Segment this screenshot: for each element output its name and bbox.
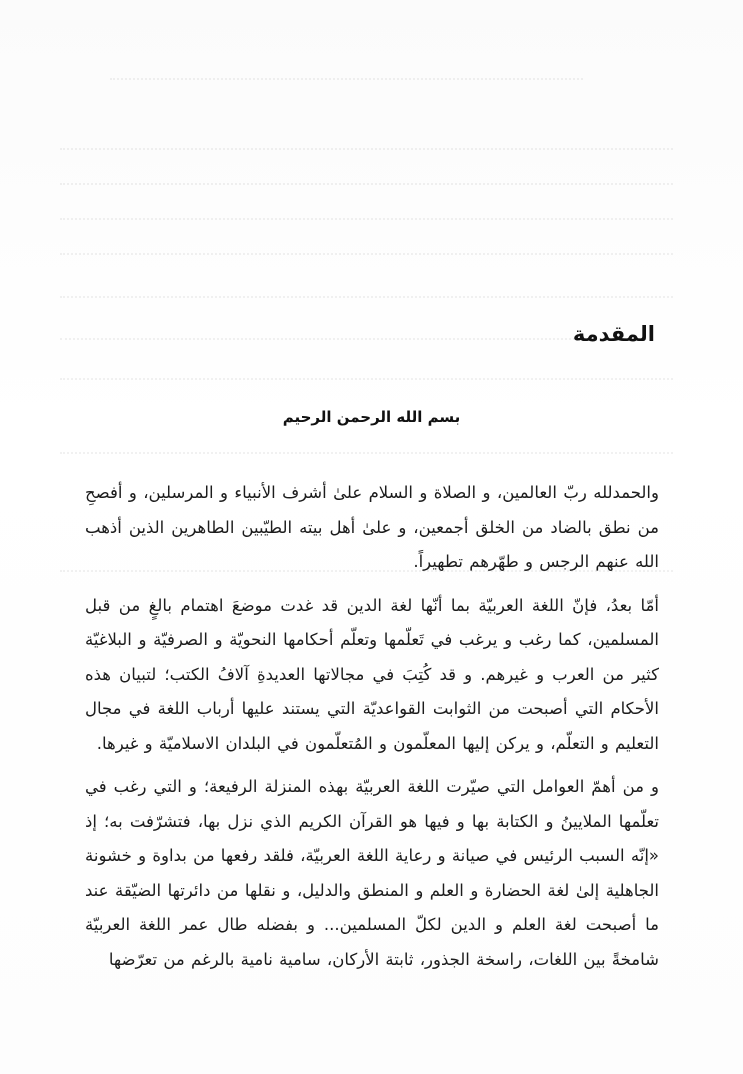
bleed-through-line bbox=[60, 148, 673, 151]
bleed-through-line bbox=[60, 253, 673, 256]
bleed-through-line bbox=[110, 78, 583, 81]
bleed-through-line bbox=[60, 296, 673, 299]
bleed-through-line bbox=[60, 183, 673, 186]
bleed-through-line bbox=[60, 452, 673, 455]
bleed-through-line bbox=[60, 218, 673, 221]
bleed-through-line bbox=[60, 378, 673, 381]
paragraph: و من أهمّ العوامل التي صيّرت اللغة العربيّة بهذه المنزلة الرفيعة؛ و التي رغب في تعلّمها الملايينُ و الكتابة بها و فيها هو القرآن الكريم الذي نزل بها، فتشرّفت به؛ إذ «إنّه السبب الرئيس في صيانة و رعاية اللغة العربيّة، فلقد رفعها من بداوة و خشونة الجاهلية إلىٰ لغة الحضارة و العلم و المنطق والدليل، و نقلها من دائرتها الضيّقة عند ما أصبحت لغة العلم و الدين لكلّ المسلمين... و بفضله طال عمر اللغة العربيّة شامخةً بين اللغات، راسخة الجذور، ثابتة الأركان، سامية نامية بالرغم من تعرّضها bbox=[85, 777, 659, 969]
paragraph: أمّا بعدُ، فإنّ اللغة العربيّة بما أنّها لغة الدين قد غدت موضعَ اهتمام بالغٍ من قبل المسلمين، كما رغب و يرغب في تَعلّمها وتعلّم أحكامها النحويّة و الصرفيّة و البلاغيّة كثير من العرب و غيرهم. و قد كُتِبَ في مجالاتها العديدةِ آلافُ الكتب؛ لتبيان هذه الأحكام التي أصبحت من الثوابت القواعديّة التي يستند عليها أرباب اللغة في مجال التعليم و التعلّم، و يركن إليها المعلّمون و المُتعلّمون في البلدان الاسلاميّة و غيرها. bbox=[85, 595, 659, 753]
page-title: المقدمة bbox=[572, 322, 655, 346]
basmala: بسم الله الرحمن الرحيم bbox=[282, 408, 461, 426]
paragraph: والحمدلله ربّ العالمين، و الصلاة و السلام علىٰ أشرف الأنبياء و المرسلين، و أفصحِ من نطق بالضاد من الخلق أجمعين، و علىٰ أهل بيته الطيّبين الطاهرين الذين أذهب الله عنهم الرجس و طهّرهم تطهيراً. bbox=[85, 483, 659, 571]
bleed-through-line bbox=[60, 338, 583, 341]
body-text bbox=[85, 476, 659, 986]
